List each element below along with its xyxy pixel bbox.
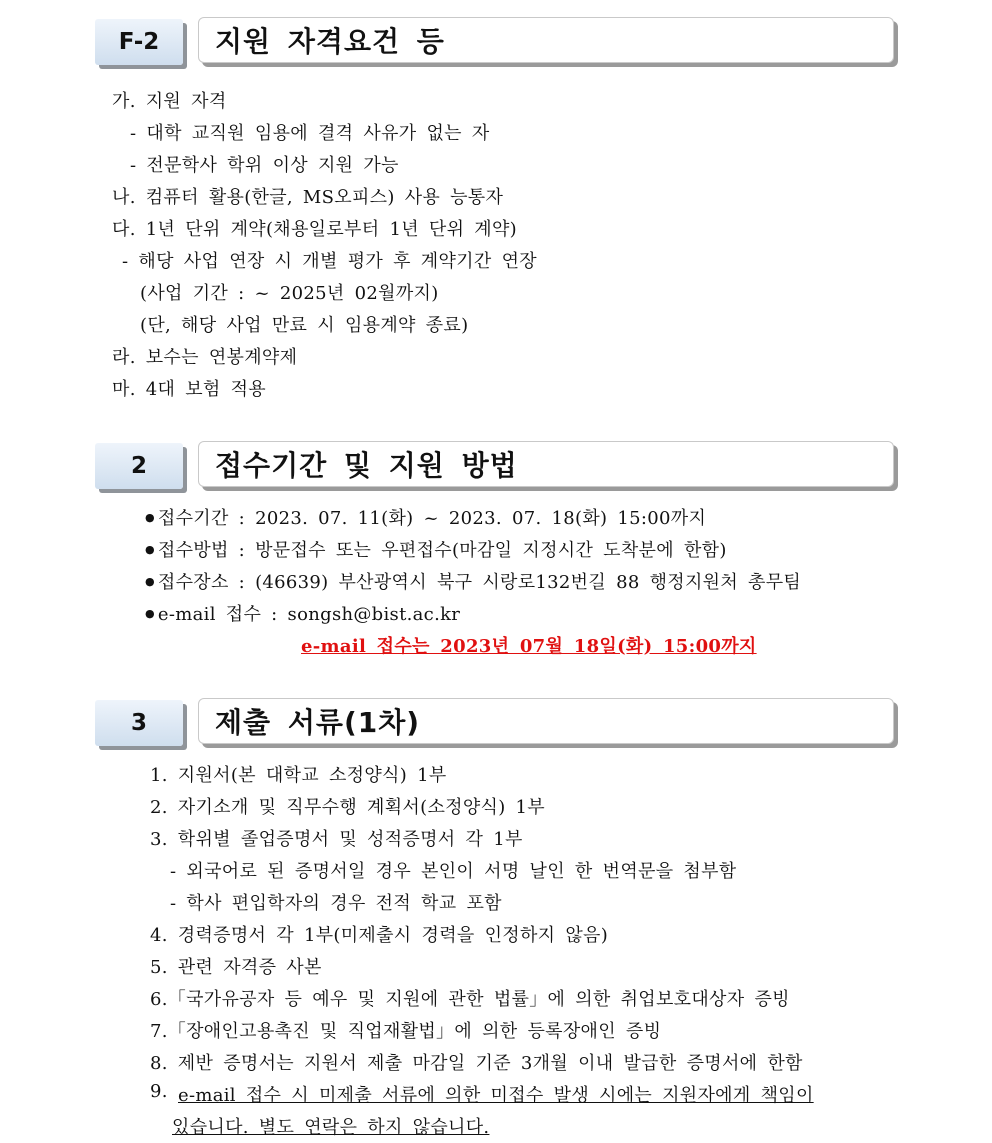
qualification-line: (사업 기간 : ~ 2025년 02월까지) [140,283,439,304]
application-item: ● e-mail 접수 : songsh@bist.ac.kr [145,600,460,626]
qualification-line: 마. 4대 보험 적용 [112,379,266,400]
application-item: ● 접수방법 : 방문접수 또는 우편접수(마감일 지정시간 도착분에 한함) [145,536,727,562]
document-item: 5. 관련 자격증 사본 [150,957,322,978]
section-title: 지원 자격요건 등 [198,17,894,63]
document-item-warning: e-mail 접수 시 미제출 서류에 의한 미접수 발생 시에는 지원자에게 책임이 [178,1085,814,1106]
qualification-line: - 대학 교직원 임용에 결격 사유가 없는 자 [130,123,490,144]
document-item: 4. 경력증명서 각 1부(미제출시 경력을 인정하지 않음) [150,925,609,946]
document-item: 1. 지원서(본 대학교 소정양식) 1부 [150,765,447,786]
section-title: 접수기간 및 지원 방법 [198,441,894,487]
qualification-line: - 전문학사 학위 이상 지원 가능 [130,155,399,176]
document-item-number: 9. [150,1081,168,1102]
document-item-warning-cont: 있습니다. 별도 연락은 하지 않습니다. [172,1117,490,1138]
application-item: ● 접수기간 : 2023. 07. 11(화) ~ 2023. 07. 18(화) 15:00까지 [145,504,706,530]
qualification-line: - 해당 사업 연장 시 개별 평가 후 계약기간 연장 [122,251,537,272]
qualification-line: 라. 보수는 연봉계약제 [112,347,298,368]
document-item: 8. 제반 증명서는 지원서 제출 마감일 기준 3개월 이내 발급한 증명서에 한함 [150,1053,803,1074]
section-title: 제출 서류(1차) [198,698,894,744]
section-number: 3 [95,700,183,746]
section-number: F-2 [95,19,183,65]
document-item: 6.「국가유공자 등 예우 및 지원에 관한 법률」에 의한 취업보호대상자 증빙 [150,989,790,1010]
qualification-line: 나. 컴퓨터 활용(한글, MS오피스) 사용 능통자 [112,187,504,208]
document-item: 7.「장애인고용촉진 및 직업재활법」에 의한 등록장애인 증빙 [150,1021,662,1042]
section-number: 2 [95,443,183,489]
document-item: 3. 학위별 졸업증명서 및 성적증명서 각 1부 [150,829,523,850]
document-subitem: - 외국어로 된 증명서일 경우 본인이 서명 날인 한 번역문을 첨부함 [170,861,737,882]
document-subitem: - 학사 편입학자의 경우 전적 학교 포함 [170,893,502,914]
section-header-documents [95,698,901,752]
qualification-line: 가. 지원 자격 [112,91,227,112]
qualification-line: (단, 해당 사업 만료 시 임용계약 종료) [140,315,469,336]
document-item: 2. 자기소개 및 직무수행 계획서(소정양식) 1부 [150,797,545,818]
email-deadline-notice: e-mail 접수는 2023년 07월 18일(화) 15:00까지 [301,636,757,657]
qualification-line: 다. 1년 단위 계약(채용일로부터 1년 단위 계약) [112,219,517,240]
section-header-qualifications [95,17,901,71]
section-header-application [95,441,901,495]
application-item: ● 접수장소 : (46639) 부산광역시 북구 시랑로132번길 88 행정지원처 총무팀 [145,568,801,594]
